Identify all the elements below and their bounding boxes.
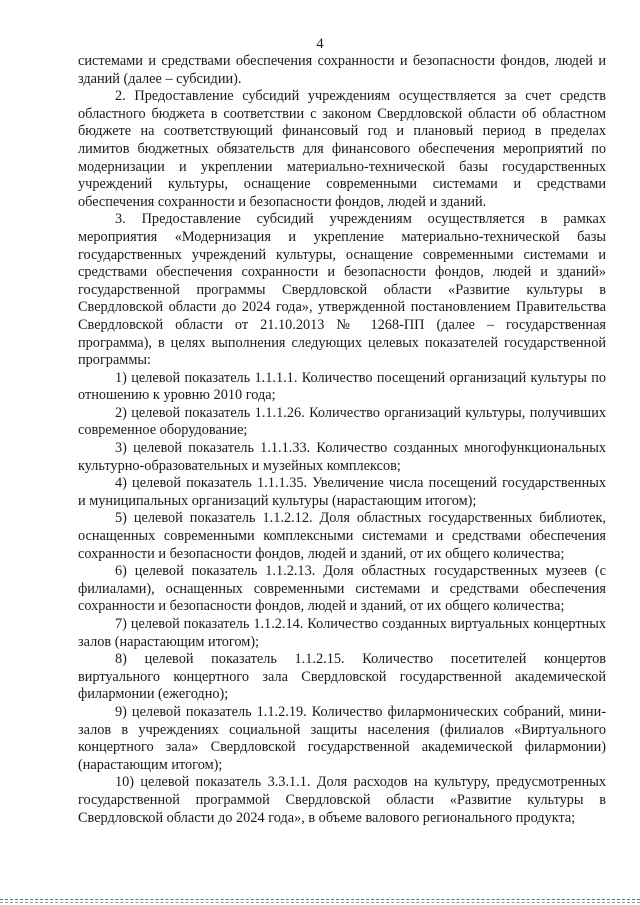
scan-edge-line: [0, 902, 640, 903]
page-number: 4: [316, 36, 324, 52]
list-item-indicator-3: 3) целевой показатель 1.1.1.33. Количество созданных многофункциональных культурно-образовательных и музейных комплексов;: [78, 440, 606, 474]
list-item-indicator-10: 10) целевой показатель 3.3.1.1. Доля расходов на культуру, предусмотренных государственной программой Свердловской области «Развитие культуры в Свердловской области до 2024 года», в объеме валового регионального продукта;: [78, 774, 606, 826]
list-item-indicator-1: 1) целевой показатель 1.1.1.1. Количество посещений организаций культуры по отношению к уровню 2010 года;: [78, 369, 606, 404]
paragraph-clause-3: 3. Предоставление субсидий учреждениям осуществляется в рамках мероприятия «Модернизация и укрепление материально-технической базы государственных учреждений культуры, оснащение современными системами и средствами обеспечения сохранности и безопасности фондов, людей и зданий» государственной программы Свердловской области «Развитие культуры в Свердловской области до 2024 года», утвержденной постановлением Правительства Свердловской области от 21.10.2013 № 1268-ПП (далее – государственная программа), в целях выполнения следующих целевых показателей государственной программы:: [78, 211, 606, 369]
list-item-indicator-8: 8) целевой показатель 1.1.2.15. Количество посетителей концертов виртуального концертного зала Свердловской государственной академической филармонии (ежегодно);: [78, 651, 606, 703]
scan-edge-line: [0, 899, 640, 900]
list-item-indicator-7: 7) целевой показатель 1.1.2.14. Количество созданных виртуальных концертных залов (нарастающим итогом);: [78, 616, 606, 650]
list-item-indicator-4: 4) целевой показатель 1.1.1.35. Увеличение числа посещений государственных и муниципальных организаций культуры (нарастающим итогом);: [78, 475, 606, 509]
paragraph-clause-2: 2. Предоставление субсидий учреждениям осуществляется за счет средств областного бюджета в соответствии с законом Свердловской области об областном бюджете на соответствующий финансовый год и плановый период в пределах лимитов бюджетных обязательств для финансового обеспечения мероприятий по модернизации и укреплении материально-технической базы государственных учреждений культуры, оснащение современными системами и средствами обеспечения сохранности и безопасности фондов, людей и зданий.: [78, 88, 606, 210]
list-item-indicator-9: 9) целевой показатель 1.1.2.19. Количество филармонических собраний, мини-залов в учреждениях социальной защиты населения (филиалов «Виртуального концертного зала» Свердловской государственной академической филармонии) (нарастающим итогом);: [78, 703, 606, 773]
document-body: [78, 53, 606, 827]
list-item-indicator-6: 6) целевой показатель 1.1.2.13. Доля областных государственных музеев (с филиалами), оснащенных современными системами и средствами обеспечения сохранности и безопасности фондов, людей и зданий, от их общего количества;: [78, 563, 606, 615]
list-item-indicator-2: 2) целевой показатель 1.1.1.26. Количество организаций культуры, получивших современное оборудование;: [78, 404, 606, 439]
paragraph-continuation: системами и средствами обеспечения сохранности и безопасности фондов, людей и зданий (далее – субсидии).: [78, 53, 606, 87]
list-item-indicator-5: 5) целевой показатель 1.1.2.12. Доля областных государственных библиотек, оснащенных современными комплексными системами и средствами обеспечения сохранности и безопасности фондов, людей и зданий, от их общего количества;: [78, 510, 606, 562]
